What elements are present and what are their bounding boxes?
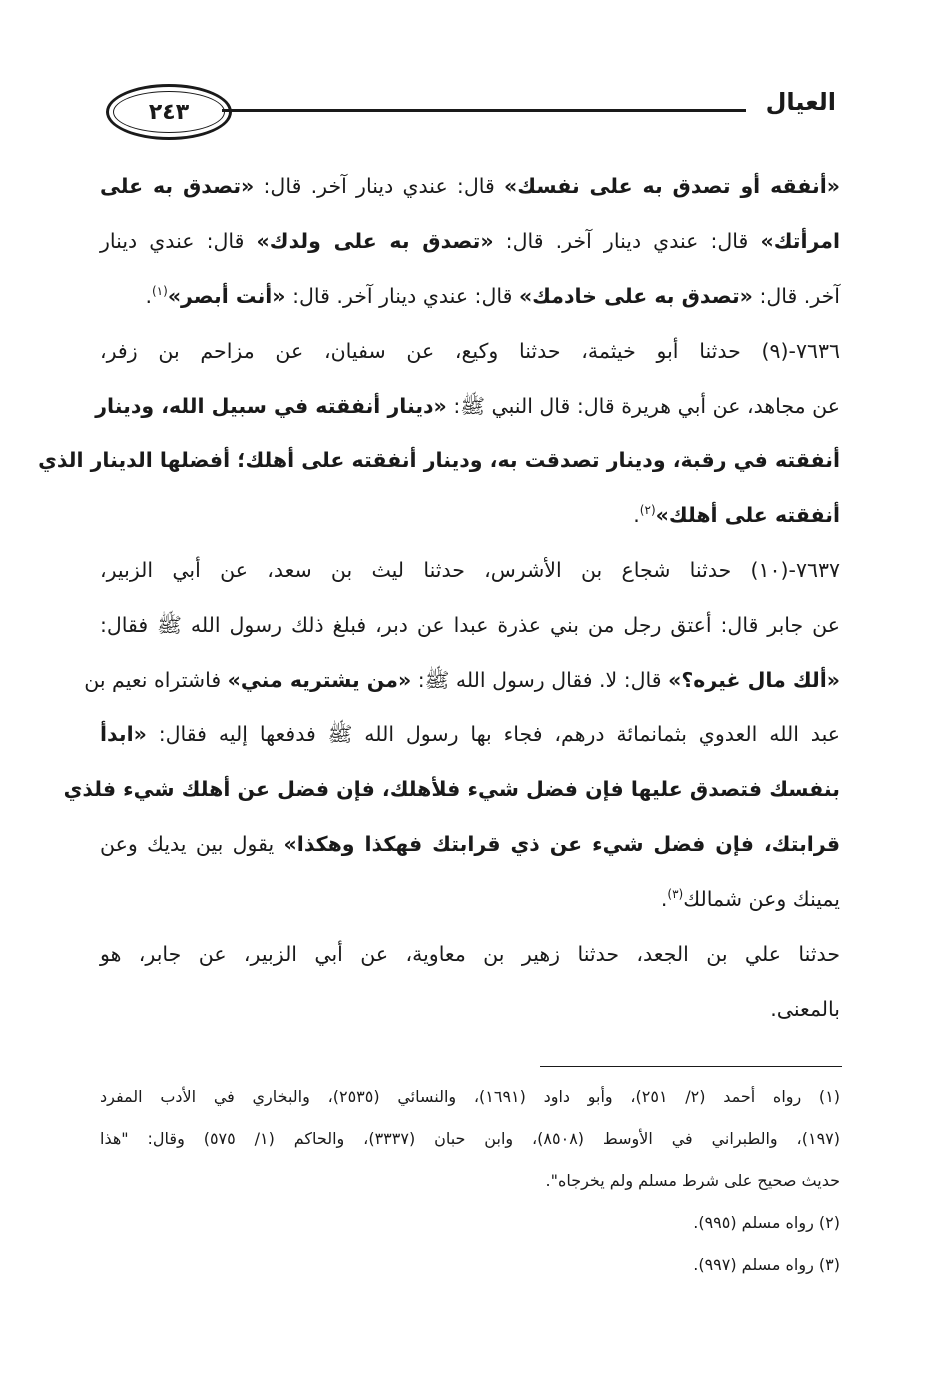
text-line-7: أنفقته على أهلك»$^{(٢)}$. [633, 503, 840, 527]
text-line-1: «أنفقه أو تصدق به على نفسك» قال: عندي دينار آخر. قال: «تصدق به على [100, 174, 840, 198]
page-number: ٢٤٣ [148, 99, 190, 125]
footnote-1-line-2: (١٩٧)، والطبراني في الأوسط (٨٥٠٨)، وابن حبان (٣٣٣٧)، والحاكم (١/ ٥٧٥) وقال: "هذا [100, 1129, 840, 1148]
text-line-3: آخر. قال: «تصدق به على خادمك» قال: عندي دينار آخر. قال: «أنت أبصر»$^{(١)}$. [145, 284, 840, 308]
text-line-14: يمينك وعن شمالك$^{(٣)}$. [660, 887, 840, 911]
text-line-6: أنفقته في رقبة، ودينار تصدقت به، ودينار أنفقته على أهلك؛ أفضلها الدينار الذي [38, 448, 840, 472]
footnote-ref-2: (٢) [639, 503, 656, 518]
text-line-12: بنفسك فتصدق عليها فإن فضل شيء فلأهلك، فإن فضل عن أهلك شيء فلذي [63, 777, 840, 801]
text-line-9: عن جابر قال: أعتق رجل من بني عذرة عبدا عن دبر، فبلغ ذلك رسول الله ﷺ فقال: [100, 613, 840, 637]
footnote-ref-1: (١) [151, 284, 168, 299]
text-line-5: عن مجاهد، عن أبي هريرة قال: قال النبي ﷺ: «دينار أنفقته في سبيل الله، ودينار [95, 394, 840, 418]
footnote-1-line-1: (١) رواه أحمد (٢/ ٢٥١)، وأبو داود (١٦٩١)، والنسائي (٢٥٣٥)، والبخاري في الأدب المفرد [100, 1087, 841, 1106]
page-number-frame [106, 84, 232, 140]
footnote-3: (٣) رواه مسلم (٩٩٧). [693, 1255, 840, 1274]
header-rule [222, 109, 746, 112]
hadith-7636-line-1: ٧٦٣٦-(٩) حدثنا أبو خيثمة، حدثنا وكيع، عن سفيان، عن مزاحم بن زفر، [100, 339, 840, 363]
text-line-11: عبد الله العدوي بثمانمائة درهم، فجاء بها رسول الله ﷺ فدفعها إليه فقال: «ابدأ [100, 722, 840, 746]
text-line-2: امرأتك» قال: عندي دينار آخر. قال: «تصدق به على ولدك» قال: عندي دينار [100, 229, 840, 253]
footnote-ref-3: (٣) [667, 887, 684, 902]
chapter-title: العيال [765, 88, 836, 116]
footnote-separator [540, 1066, 842, 1067]
text-line-15: حدثنا علي بن الجعد، حدثنا زهير بن معاوية، عن أبي الزبير، عن جابر، هو [100, 942, 840, 966]
text-line-16: بالمعنى. [770, 997, 840, 1021]
footnote-2: (٢) رواه مسلم (٩٩٥). [693, 1213, 840, 1232]
footnote-1-line-3: حديث صحيح على شرط مسلم ولم يخرجاه". [545, 1171, 840, 1190]
hadith-7637-line-1: ٧٦٣٧-(١٠) حدثنا شجاع بن الأشرس، حدثنا ليث بن سعد، عن أبي الزبير، [100, 558, 840, 582]
text-line-10: «ألك مال غيره؟» قال: لا. فقال رسول الله ﷺ: «من يشتريه مني» فاشتراه نعيم بن [84, 668, 840, 692]
text-line-13: قرابتك، فإن فضل شيء عن ذي قرابتك فهكذا وهكذا» يقول بين يديك وعن [100, 832, 841, 856]
